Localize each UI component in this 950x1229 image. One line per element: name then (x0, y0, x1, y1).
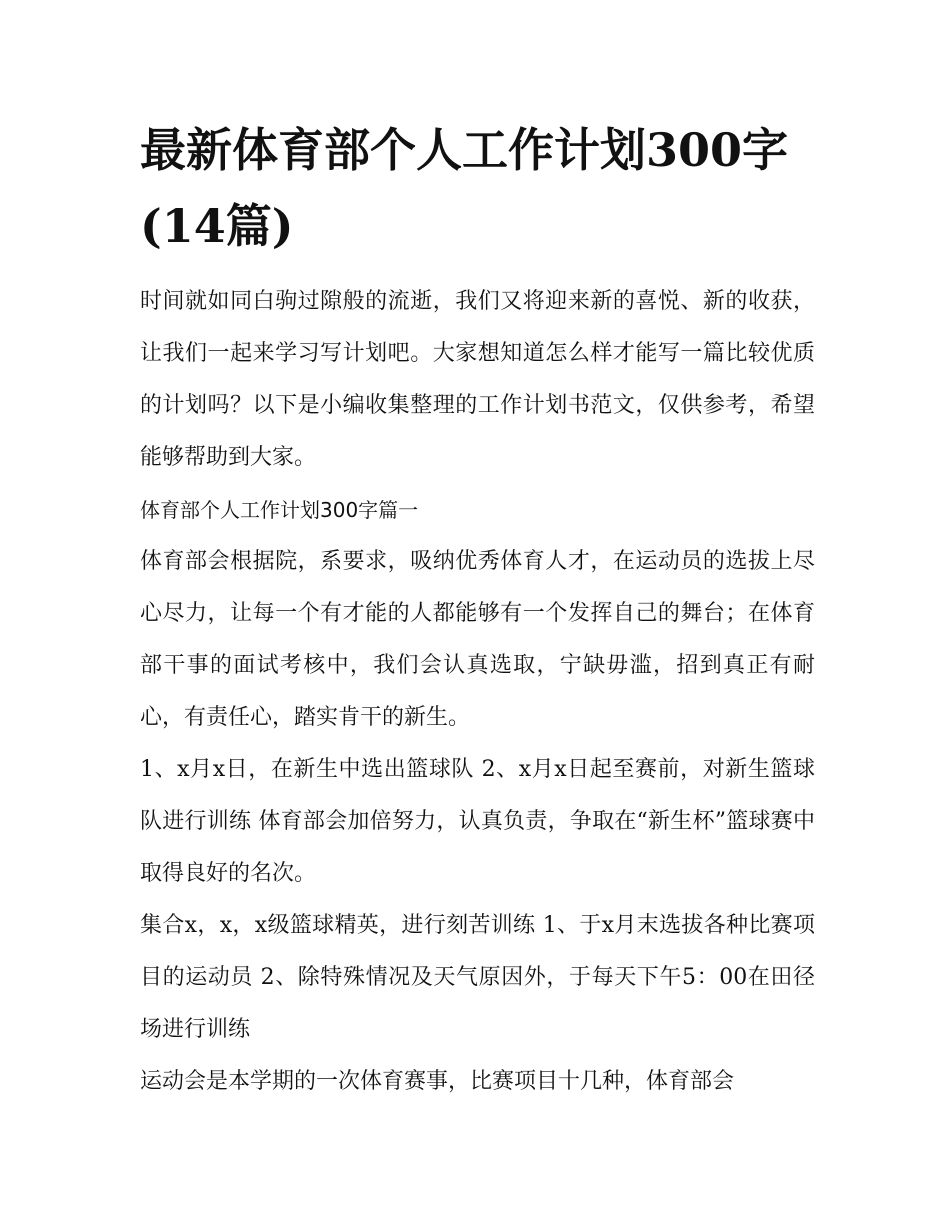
body-paragraph-2: 1、x月x日，在新生中选出篮球队 2、x月x日起至赛前，对新生篮球队进行训练 体育部会加倍努力，认真负责，争取在“新生杯”篮球赛中取得良好的名次。 (140, 757, 815, 886)
document-page (140, 112, 815, 1108)
title-spacer (140, 264, 815, 276)
body-paragraph-4: 运动会是本学期的一次体育赛事，比赛项目十几种，体育部会 (140, 1069, 735, 1094)
body-paragraph-1: 体育部会根据院，系要求，吸纳优秀体育人才，在运动员的选拔上尽心尽力，让每一个有才能的人都能够有一个发挥自己的舞台；在体育部干事的面试考核中，我们会认真选取，宁缺毋滥，招到真正有耐心，有责任心，踏实肯干的新生。 (140, 549, 815, 730)
body-paragraph-3: 集合x，x，x级篮球精英，进行刻苦训练 1、于x月末选拔各种比赛项目的运动员 2、除特殊情况及天气原因外，于每天下午5：00在田径场进行训练 (140, 913, 815, 1042)
intro-paragraph: 时间就如同白驹过隙般的流逝，我们又将迎来新的喜悦、新的收获，让我们一起来学习写计划吧。大家想知道怎么样才能写一篇比较优质的计划吗？以下是小编收集整理的工作计划书范文，仅供参考，希望能够帮助到大家。 (140, 289, 815, 470)
document-title: 最新体育部个人工作计划300字(14篇) (140, 123, 789, 253)
section-heading: 体育部个人工作计划300字篇一 (140, 498, 419, 522)
